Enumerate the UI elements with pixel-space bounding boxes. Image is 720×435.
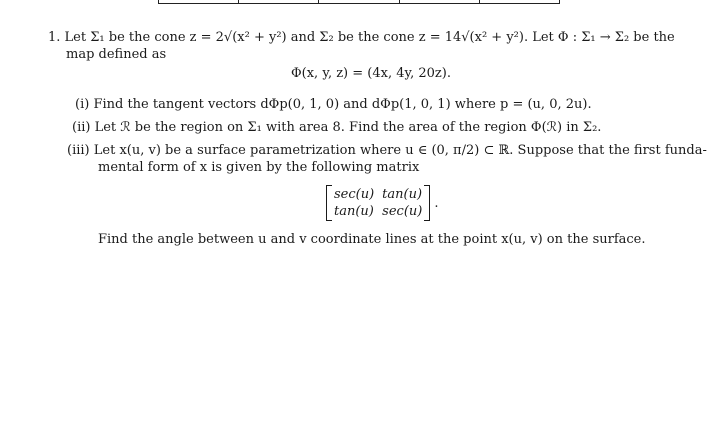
part-ii-text: Let ℛ be the region on Σ₁ with area 8. Find the area of the region Φ(ℛ) in Σ₂.	[94, 120, 602, 135]
map-formula: Φ(x, y, z) = (4x, 4y, 20z).	[291, 66, 451, 81]
problem-line-2: map defined as	[66, 47, 167, 62]
part-i-label: (i)	[75, 97, 90, 112]
matrix-right-bracket	[424, 185, 430, 221]
part-iii-label: (iii)	[67, 143, 90, 158]
final-question: Find the angle between u and v coordinate lines at the point x(u, v) on the surface.	[98, 232, 646, 247]
matrix-a11: sec(u)	[334, 186, 375, 202]
problem-line-1: 1. Let Σ₁ be the cone z = 2√(x² + y²) and Σ₂ be the cone z = 14√(x² + y²). Let Φ : Σ₁ → Σ₂ be the	[48, 30, 675, 45]
part-ii	[72, 120, 601, 136]
part-iii-text-1: Let x(u, v) be a surface parametrization where u ∈ (0, π/2) ⊂ ℝ. Suppose that the first funda-	[93, 143, 707, 158]
matrix-a21: tan(u)	[334, 203, 374, 219]
matrix-a22: sec(u)	[382, 203, 423, 219]
matrix-a12: tan(u)	[382, 186, 423, 202]
part-iii	[67, 143, 707, 159]
part-i-text: Find the tangent vectors dΦp(0, 1, 0) and dΦp(1, 0, 1) where p = (u, 0, 2u).	[93, 97, 592, 112]
table-fragment	[158, 0, 560, 4]
part-iii-line-2: mental form of x is given by the following matrix	[98, 160, 420, 175]
first-fundamental-form-matrix: sec(u) tan(u) tan(u) sec(u) .	[326, 185, 438, 221]
part-i	[75, 97, 592, 113]
problem-line-1-text: Let Σ₁ be the cone z = 2√(x² + y²) and Σ₂ be the cone z = 14√(x² + y²). Let Φ : Σ₁ → Σ₂ be the	[64, 30, 675, 45]
part-ii-label: (ii)	[72, 120, 91, 135]
